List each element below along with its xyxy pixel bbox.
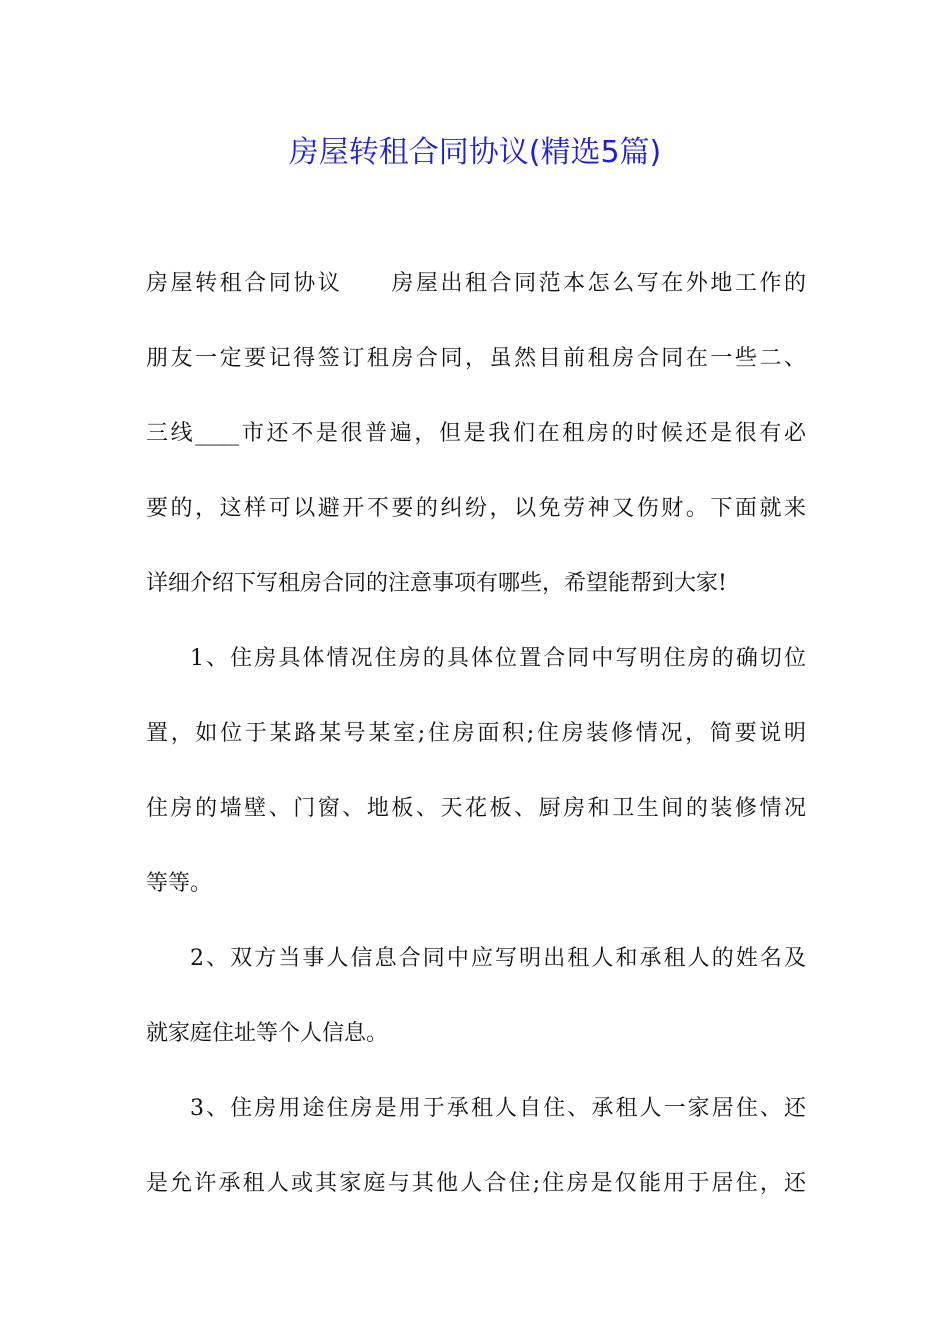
paragraph-line: 3、住房用途住房是用于承租人自住、承租人一家居住、还 (190, 1096, 806, 1121)
paragraph-line: 是允许承租人或其家庭与其他人合住;住房是仅能用于居住，还 (146, 1171, 806, 1196)
paragraph-line: 就家庭住址等个人信息。 (146, 1021, 389, 1046)
document-title: 房屋转租合同协议(精选5篇) (288, 135, 662, 170)
paragraph-line: 详细介绍下写租房合同的注意事项有哪些，希望能帮到大家! (146, 571, 727, 596)
paragraph-line: 2、双方当事人信息合同中应写明出租人和承租人的姓名及 (190, 946, 806, 971)
paragraph-line: 房屋转租合同协议 房屋出租合同范本怎么写在外地工作的 (146, 271, 806, 296)
paragraph-line: 朋友一定要记得签订租房合同，虽然目前租房合同在一些二、 (146, 346, 806, 371)
paragraph-line: 住房的墙壁、门窗、地板、天花板、厨房和卫生间的装修情况 (146, 796, 806, 821)
paragraph-line: 要的，这样可以避开不要的纠纷，以免劳神又伤财。下面就来 (146, 496, 806, 521)
paragraph-line: 等等。 (146, 871, 213, 896)
paragraph-line: 1、住房具体情况住房的具体位置合同中写明住房的确切位 (190, 646, 806, 671)
paragraph-line: 置，如位于某路某号某室;住房面积;住房装修情况，简要说明 (146, 721, 806, 746)
paragraph-line: 三线____市还不是很普遍，但是我们在租房的时候还是很有必 (146, 421, 806, 446)
